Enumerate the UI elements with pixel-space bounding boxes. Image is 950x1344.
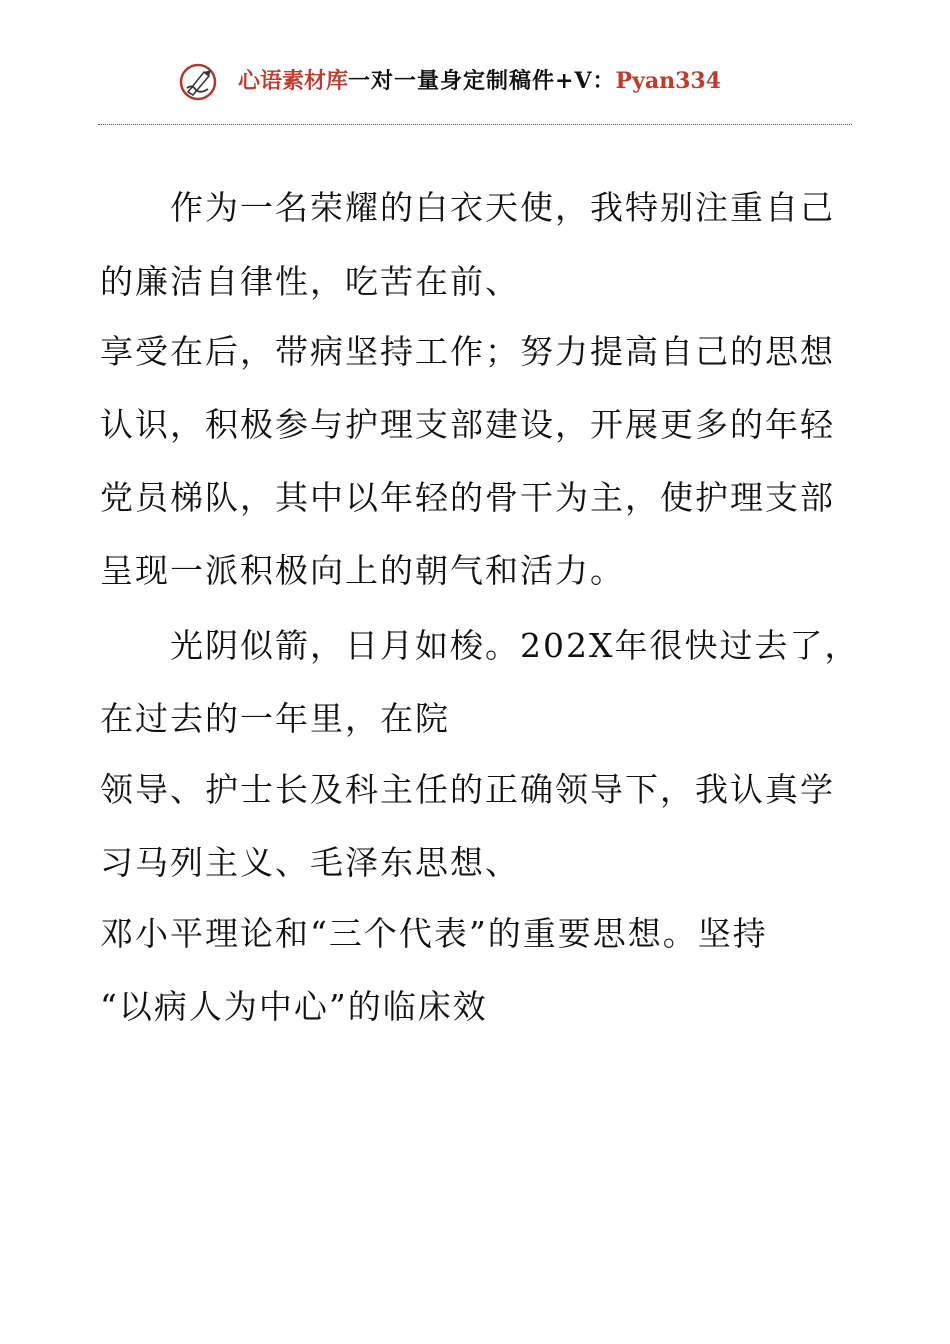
- paragraph-line: 作为一名荣耀的白衣天使，我特别注重自己: [170, 188, 835, 227]
- brand-name: 心语素材库: [238, 68, 349, 94]
- paragraph-line: 领导、护士长及科主任的正确领导下，我认真学: [100, 770, 835, 809]
- paragraph-line: 党员梯队，其中以年轻的骨干为主，使护理支部: [100, 478, 835, 517]
- paragraph-line: 邓小平理论和“三个代表”的重要思想。坚持: [100, 914, 768, 953]
- paragraph-line: 习马列主义、毛泽东思想、: [100, 843, 520, 882]
- paragraph-line: 认识，积极参与护理支部建设，开展更多的年轻: [100, 405, 835, 444]
- header-title: [238, 68, 721, 94]
- page-header: [0, 56, 950, 108]
- paragraph-line: 在过去的一年里，在院: [100, 699, 450, 738]
- pen-nib-logo-icon: [178, 62, 218, 102]
- paragraph-line: 呈现一派积极向上的朝气和活力。: [100, 551, 625, 590]
- paragraph-line: 光阴似箭，日月如梭。202X年很快过去了，: [170, 626, 860, 665]
- header-divider: [98, 124, 852, 125]
- header-slogan: 一对一量身定制稿件+V：: [348, 68, 616, 94]
- paragraph-line: 的廉洁自律性，吃苦在前、: [100, 262, 520, 301]
- contact-id: Pyan334: [615, 68, 722, 94]
- paragraph-line: 享受在后，带病坚持工作；努力提高自己的思想: [100, 332, 835, 371]
- paragraph-line: “以病人为中心”的临床效: [100, 987, 488, 1026]
